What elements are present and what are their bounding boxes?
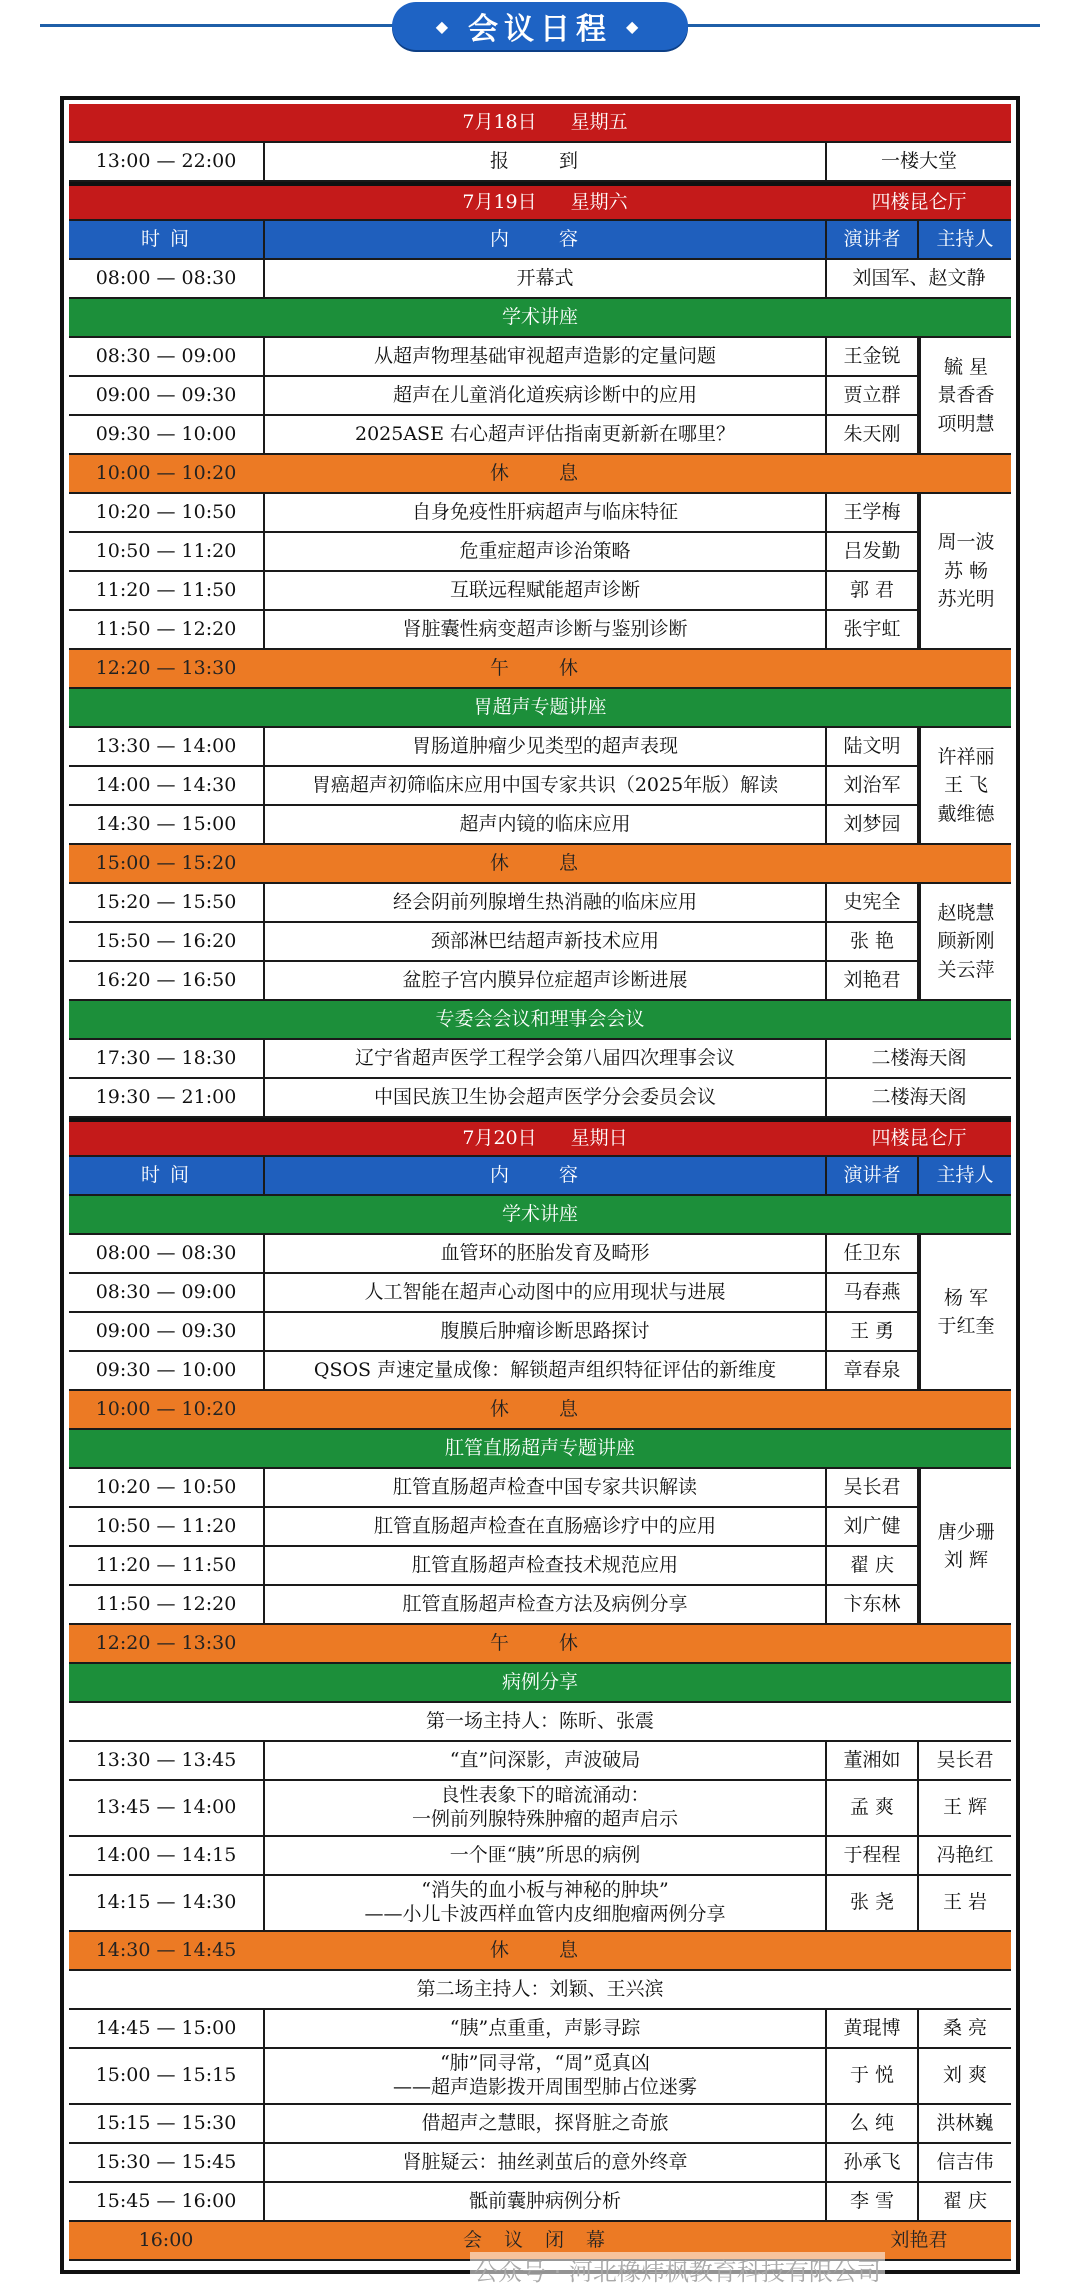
talk-title: QSOS 声速定量成像：解锁超声组织特征评估的新维度 [265,1352,827,1389]
talk-title: 肾脏囊性病变超声诊断与鉴别诊断 [265,611,827,648]
talk-row [69,2105,1011,2144]
talk-host: 翟 庆 [942,2189,988,2212]
talk-speaker: 章春泉 [827,1352,919,1389]
talk-row [69,143,1011,182]
header-content: 内 容 [265,221,827,258]
talk-row [69,260,1011,299]
talk-time: 08:00 — 08:30 [69,1235,265,1272]
host-cell: 杨 军 于红奎 [919,1235,1011,1391]
talk-title: 借超声之慧眼，探肾脏之奇旅 [265,2105,827,2142]
talk-row [69,1742,1011,1781]
day-weekday: 星期日 [570,1126,628,1149]
section-header [69,1001,1011,1040]
break-row [69,455,1011,494]
header-speaker: 演讲者 [827,1157,919,1194]
talk-row [69,2183,1011,2222]
talk-title: “消失的血小板与神秘的肿块” ——小儿卡波西样血管内皮细胞瘤两例分享 [265,1876,827,1930]
talk-title: 从超声物理基础审视超声造影的定量问题 [265,338,827,375]
day-venue [827,104,1011,141]
section-header [69,689,1011,728]
talk-host: 洪林巍 [936,2111,994,2134]
section-title: 专委会会议和理事会会议 [435,1007,645,1030]
talk-time: 15:15 — 15:30 [69,2105,265,2142]
closing-label: 会议闭幕 [462,2228,627,2251]
talk-time: 14:15 — 14:30 [69,1876,265,1930]
talk-row [69,1508,1011,1547]
page-title: 会议日程 [468,12,612,47]
break-label: 休 息 [489,851,601,874]
closing-time: 16:00 [138,2228,194,2251]
section-header [69,1430,1011,1469]
talk-speaker: 郭 君 [827,572,919,609]
break-label: 休 息 [489,1397,601,1420]
column-header [69,1157,1011,1196]
talk-speaker: 史宪全 [827,884,919,921]
talk-title: 血管环的胚胎发育及畸形 [265,1235,827,1272]
talk-time: 10:20 — 10:50 [69,494,265,531]
talk-time: 14:45 — 15:00 [69,2010,265,2047]
host-cell: 唐少珊 刘 辉 [919,1469,1011,1625]
talk-title: 一个匪“胰”所思的病例 [265,1837,827,1874]
talk-time: 11:50 — 12:20 [69,611,265,648]
section-header [69,299,1011,338]
header-time: 时 间 [69,221,265,258]
talk-speaker: 马春燕 [827,1274,919,1311]
talk-row [69,533,1011,572]
header-speaker: 演讲者 [827,221,919,258]
break-empty [827,455,1011,492]
talk-title: “肺”同寻常，“周”觅真凶 ——超声造影拨开周围型肺占位迷雾 [265,2049,827,2103]
talk-time: 15:00 — 15:15 [69,2049,265,2103]
talk-speaker: 王 勇 [827,1313,919,1350]
talk-time: 13:30 — 13:45 [69,1742,265,1779]
talk-speaker: 陆文明 [827,728,919,765]
talk-row [69,1876,1011,1932]
day-weekday: 星期六 [570,190,628,213]
talk-time: 09:00 — 09:30 [69,1313,265,1350]
watermark: 公众号 · 河北橡炜枫教育科技有限公司 [470,2252,885,2287]
talk-title: 腹膜后肿瘤诊断思路探讨 [265,1313,827,1350]
talk-row [69,572,1011,611]
talk-row [69,2049,1011,2105]
break-time: 12:20 — 13:30 [95,656,237,679]
title-line-right [680,24,1040,27]
spacer [69,1122,265,1155]
column-header [69,221,1011,260]
section-title: 学术讲座 [501,305,578,328]
talk-speaker: 翟 庆 [827,1547,919,1584]
talk-row [69,494,1011,533]
talk-host: 吴长君 [936,1748,994,1771]
host-cell: 毓 星 景香香 项明慧 [919,338,1011,455]
talk-title: 中国民族卫生协会超声医学分会委员会议 [265,1079,827,1116]
section-header [69,1196,1011,1235]
subheader-row [69,1703,1011,1742]
break-row [69,1932,1011,1971]
day-date [265,104,827,141]
talk-time: 08:00 — 08:30 [69,260,265,297]
talk-speaker: 张 艳 [827,923,919,960]
break-label: 午 休 [489,656,601,679]
talk-time: 10:50 — 11:20 [69,1508,265,1545]
day-date [265,186,827,219]
talk-row [69,884,1011,923]
talk-speaker: 张宇虹 [827,611,919,648]
day-weekday: 星期五 [570,110,628,133]
talk-host: 刘 爽 [942,2064,988,2087]
host-cell: 赵晓慧 顾新刚 关云萍 [919,884,1011,1001]
talk-row [69,923,1011,962]
break-row [69,650,1011,689]
talk-host: 信吉伟 [936,2150,994,2173]
break-time: 15:00 — 15:20 [95,851,237,874]
talk-title: 危重症超声诊治策略 [265,533,827,570]
talk-time: 14:30 — 15:00 [69,806,265,843]
talk-time: 14:00 — 14:30 [69,767,265,804]
day-venue: 四楼昆仑厅 [871,1126,967,1149]
talk-title: 胃肠道肿瘤少见类型的超声表现 [265,728,827,765]
talk-speaker: 刘广健 [827,1508,919,1545]
talk-speaker: 刘艳君 [827,962,919,999]
day-header [69,1118,1011,1157]
talk-row [69,416,1011,455]
talk-row [69,2010,1011,2049]
break-empty [827,845,1011,882]
talk-title: 肛管直肠超声检查在直肠癌诊疗中的应用 [265,1508,827,1545]
break-label: 休 息 [489,1938,601,1961]
host-cell: 周一波 苏 畅 苏光明 [919,494,1011,650]
talk-row [69,1040,1011,1079]
talk-time: 11:20 — 11:50 [69,1547,265,1584]
talk-row [69,1352,1011,1391]
break-time: 14:30 — 14:45 [95,1938,237,1961]
talk-speaker: 于 悦 [827,2049,919,2103]
break-label: 午 休 [489,1631,601,1654]
talk-place: 二楼海天阁 [871,1085,967,1108]
talk-row [69,338,1011,377]
talk-row [69,1274,1011,1313]
talk-speaker: 朱天刚 [827,416,919,453]
subheader-row [69,1971,1011,2010]
talk-title: “胰”点重重，声影寻踪 [265,2010,827,2047]
talk-time: 15:50 — 16:20 [69,923,265,960]
spacer [69,186,265,219]
talk-row [69,767,1011,806]
break-row [69,845,1011,884]
session-host-line: 第二场主持人：刘颖、王兴滨 [416,1977,664,2000]
talk-row [69,611,1011,650]
talk-place: 一楼大堂 [880,149,957,172]
break-label: 休 息 [489,461,601,484]
title-line-left [40,24,400,27]
talk-time: 19:30 — 21:00 [69,1079,265,1116]
day-header [69,182,1011,221]
talk-time: 14:00 — 14:15 [69,1837,265,1874]
talk-host: 冯艳红 [936,1843,994,1866]
talk-speaker: 张 尧 [827,1876,919,1930]
talk-time: 10:20 — 10:50 [69,1469,265,1506]
schedule-frame [60,96,1020,2274]
section-title: 肛管直肠超声专题讲座 [444,1436,635,1459]
talk-speaker: 孟 爽 [827,1781,919,1835]
day-date [265,1122,827,1155]
talk-title: 报 到 [265,143,827,180]
talk-title: 胃癌超声初筛临床应用中国专家共识（2025年版）解读 [265,767,827,804]
schedule-table [69,104,1011,2261]
talk-title: 开幕式 [265,260,827,297]
talk-title: 超声内镜的临床应用 [265,806,827,843]
talk-title: 盆腔子宫内膜异位症超声诊断进展 [265,962,827,999]
section-title: 病例分享 [501,1670,578,1693]
talk-title: 经会阴前列腺增生热消融的临床应用 [265,884,827,921]
talk-row [69,1079,1011,1118]
talk-speaker: 孙承飞 [827,2144,919,2181]
talk-row [69,1469,1011,1508]
section-title: 胃超声专题讲座 [473,695,607,718]
talk-title: “直”问深影，声波破局 [265,1742,827,1779]
talk-title: 肛管直肠超声检查方法及病例分享 [265,1586,827,1623]
talk-title: 辽宁省超声医学工程学会第八届四次理事会议 [265,1040,827,1077]
talk-time: 08:30 — 09:00 [69,338,265,375]
break-empty [827,1391,1011,1428]
host-cell: 许祥丽 王 飞 戴维德 [919,728,1011,845]
talk-time: 15:20 — 15:50 [69,884,265,921]
talk-time: 15:45 — 16:00 [69,2183,265,2220]
talk-title: 2025ASE 右心超声评估指南更新新在哪里？ [265,416,827,453]
talk-row [69,1837,1011,1876]
day-date-text: 7月20日 [462,1126,537,1149]
talk-time: 10:50 — 11:20 [69,533,265,570]
break-row [69,1625,1011,1664]
talk-speaker: 卞东林 [827,1586,919,1623]
talk-host: 王 岩 [942,1891,988,1914]
break-time: 12:20 — 13:30 [95,1631,237,1654]
day-date-text: 7月19日 [462,190,537,213]
talk-time: 13:00 — 22:00 [69,143,265,180]
talk-speaker: 黄琨博 [827,2010,919,2047]
break-empty [827,1932,1011,1969]
header-content: 内 容 [265,1157,827,1194]
talk-speaker: 王学梅 [827,494,919,531]
talk-speaker: 吴长君 [827,1469,919,1506]
talk-time: 11:50 — 12:20 [69,1586,265,1623]
talk-row [69,728,1011,767]
talk-title: 骶前囊肿病例分析 [265,2183,827,2220]
talk-time: 13:30 — 14:00 [69,728,265,765]
talk-title: 肛管直肠超声检查技术规范应用 [265,1547,827,1584]
talk-row [69,1781,1011,1837]
talk-row [69,806,1011,845]
title-band [0,0,1080,78]
header-host: 主持人 [936,1163,994,1186]
break-empty [827,650,1011,687]
talk-time: 11:20 — 11:50 [69,572,265,609]
talk-speaker: 刘治军 [827,767,919,804]
break-empty [827,1625,1011,1662]
break-row [69,1391,1011,1430]
talk-title: 良性表象下的暗流涌动： 一例前列腺特殊肿瘤的超声启示 [265,1781,827,1835]
talk-row [69,1547,1011,1586]
talk-speaker: 李 雪 [827,2183,919,2220]
talk-title: 肾脏疑云：抽丝剥茧后的意外终章 [265,2144,827,2181]
talk-speaker: 任卫东 [827,1235,919,1272]
talk-people: 刘国军、赵文静 [852,266,986,289]
break-time: 10:00 — 10:20 [95,1397,237,1420]
diamond-icon: ◆ [435,16,454,36]
talk-place: 二楼海天阁 [871,1046,967,1069]
talk-title: 超声在儿童消化道疾病诊断中的应用 [265,377,827,414]
header-host: 主持人 [936,227,994,250]
break-time: 10:00 — 10:20 [95,461,237,484]
talk-time: 16:20 — 16:50 [69,962,265,999]
talk-host: 王 辉 [942,1796,988,1819]
talk-time: 08:30 — 09:00 [69,1274,265,1311]
talk-title: 肛管直肠超声检查中国专家共识解读 [265,1469,827,1506]
talk-speaker: 贾立群 [827,377,919,414]
talk-row [69,2144,1011,2183]
spacer [69,104,265,141]
talk-speaker: 吕发勤 [827,533,919,570]
talk-row [69,962,1011,1001]
diamond-icon: ◆ [626,16,645,36]
header-time: 时 间 [69,1157,265,1194]
talk-row [69,1313,1011,1352]
talk-title: 人工智能在超声心动图中的应用现状与进展 [265,1274,827,1311]
talk-time: 09:30 — 10:00 [69,416,265,453]
talk-time: 13:45 — 14:00 [69,1781,265,1835]
talk-speaker: 于程程 [827,1837,919,1874]
talk-speaker: 董湘如 [827,1742,919,1779]
day-date-text: 7月18日 [462,110,537,133]
talk-speaker: 王金锐 [827,338,919,375]
talk-time: 17:30 — 18:30 [69,1040,265,1077]
talk-row [69,377,1011,416]
talk-row [69,1235,1011,1274]
title-pill [392,2,688,50]
section-header [69,1664,1011,1703]
day-header [69,104,1011,143]
talk-speaker: 刘梦园 [827,806,919,843]
talk-speaker: 么 纯 [827,2105,919,2142]
day-venue: 四楼昆仑厅 [871,190,967,213]
talk-time: 15:30 — 15:45 [69,2144,265,2181]
session-host-line: 第一场主持人：陈昕、张震 [425,1709,654,1732]
talk-title: 颈部淋巴结超声新技术应用 [265,923,827,960]
talk-time: 09:30 — 10:00 [69,1352,265,1389]
talk-row [69,1586,1011,1625]
closing-people: 刘艳君 [890,2228,948,2251]
talk-title: 自身免疫性肝病超声与临床特征 [265,494,827,531]
section-title: 学术讲座 [501,1202,578,1225]
talk-host: 桑 亮 [942,2016,988,2039]
talk-title: 互联远程赋能超声诊断 [265,572,827,609]
talk-time: 09:00 — 09:30 [69,377,265,414]
